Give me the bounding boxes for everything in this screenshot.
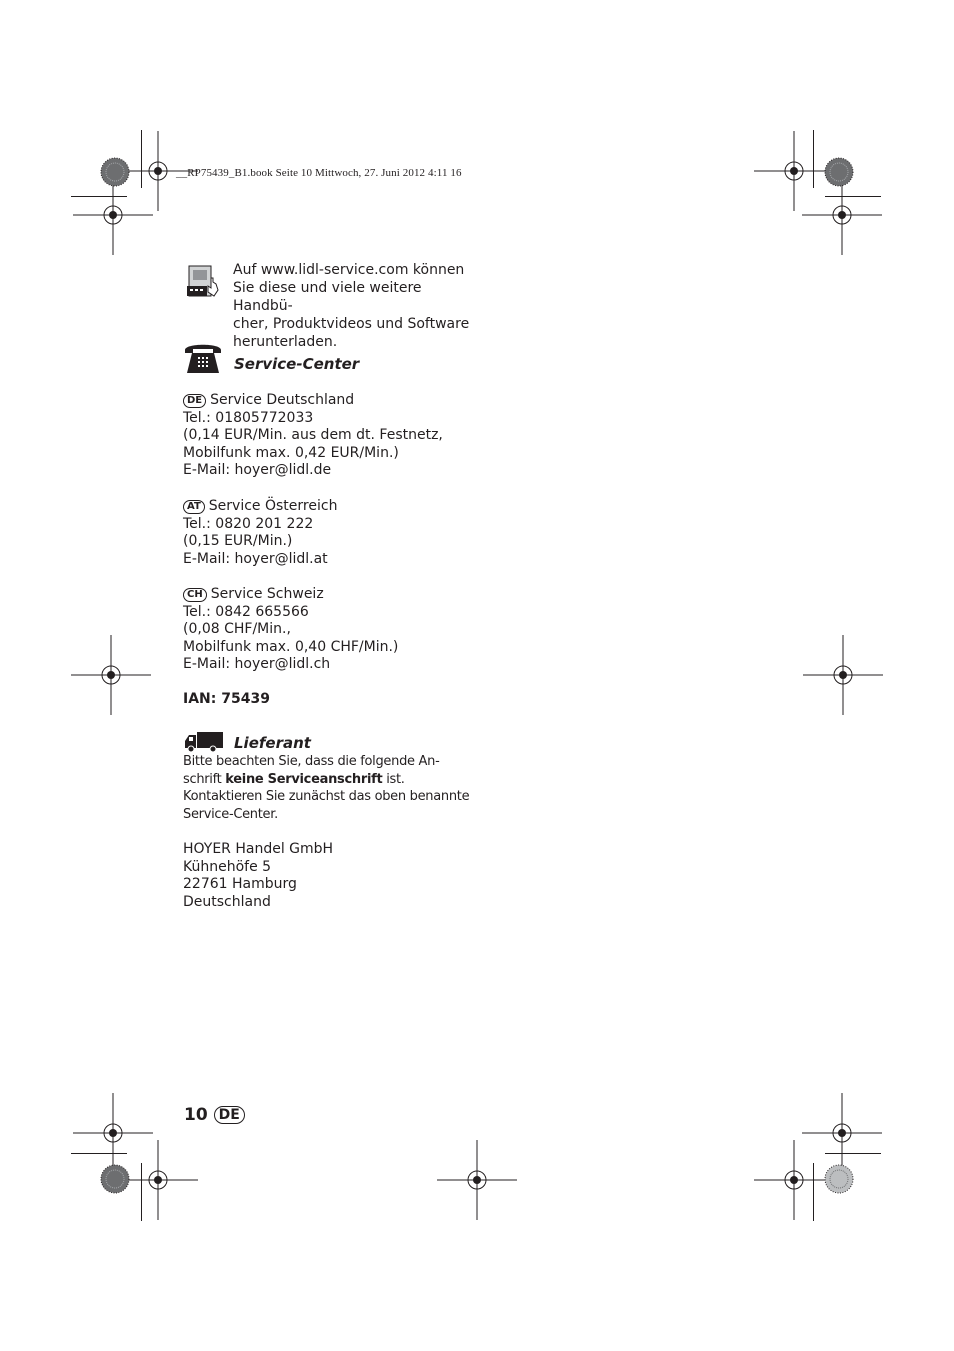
page-footer <box>184 1105 245 1125</box>
supplier-note <box>183 753 473 823</box>
service-line: Mobilfunk max. 0,42 EUR/Min.) <box>183 444 399 461</box>
supplier-heading: Lieferant <box>234 734 311 752</box>
country-badge: DE <box>183 394 206 408</box>
service-line: Tel.: 0820 201 222 <box>183 515 314 532</box>
starburst-mark-icon <box>824 1164 854 1194</box>
service-line: (0,08 CHF/Min., <box>183 621 291 638</box>
registration-mark-icon <box>437 1140 517 1220</box>
service-name: Service Österreich <box>208 498 338 514</box>
service-entry-at <box>183 498 473 568</box>
service-line: Tel.: 01805772033 <box>183 409 314 426</box>
service-line: Tel.: 0842 665566 <box>183 603 309 620</box>
manual-download-icon <box>185 264 221 300</box>
service-email: E-Mail: hoyer@lidl.ch <box>183 656 331 673</box>
starburst-mark-icon <box>100 1164 130 1194</box>
print-header: __RP75439_B1.book Seite 10 Mittwoch, 27. Juni 2012 4:11 16 <box>176 167 462 179</box>
note-line: Bitte beachten Sie, dass die folgende An- <box>183 754 440 769</box>
registration-mark-icon <box>803 635 883 715</box>
service-email: E-Mail: hoyer@lidl.at <box>183 550 328 567</box>
service-line: (0,14 EUR/Min. aus dem dt. Festnetz, <box>183 427 443 444</box>
address-line: 22761 Hamburg <box>183 876 297 893</box>
registration-mark-icon <box>73 175 153 255</box>
starburst-mark-icon <box>824 157 854 187</box>
address-line: Kühnehöfe 5 <box>183 858 272 875</box>
service-line: (0,15 EUR/Min.) <box>183 533 293 550</box>
country-badge: CH <box>183 588 207 602</box>
service-center-heading: Service-Center <box>234 355 360 373</box>
ian-number: IAN: 75439 <box>183 691 270 707</box>
supplier-address <box>183 841 333 911</box>
telephone-icon <box>183 341 223 375</box>
registration-mark-icon <box>71 635 151 715</box>
address-line: HOYER Handel GmbH <box>183 841 334 857</box>
intro-line: Sie diese und viele weitere Handbü- <box>233 280 422 314</box>
page-number: 10 <box>184 1105 208 1125</box>
service-email: E-Mail: hoyer@lidl.de <box>183 462 332 479</box>
language-badge: DE <box>214 1106 245 1124</box>
note-line: Kontaktieren Sie zunächst das oben benannte <box>183 789 470 805</box>
intro-line: Auf www.lidl-service.com können <box>233 262 465 278</box>
service-name: Service Deutschland <box>210 392 355 408</box>
note-text: ist. <box>382 771 405 787</box>
note-emphasis: keine Serviceanschrift <box>225 771 383 787</box>
note-text: schrift <box>183 771 226 787</box>
address-line: Deutschland <box>183 893 271 910</box>
note-line <box>183 771 473 789</box>
registration-mark-icon <box>754 1140 834 1220</box>
service-entry-de <box>183 392 473 480</box>
intro-line: herunterladen. <box>233 334 338 350</box>
intro-line: cher, Produktvideos und Software <box>233 316 470 332</box>
intro-text <box>233 261 473 351</box>
starburst-mark-icon <box>100 157 130 187</box>
country-badge: AT <box>183 500 205 514</box>
truck-icon <box>183 731 224 753</box>
service-line: Mobilfunk max. 0,40 CHF/Min.) <box>183 638 399 655</box>
service-name: Service Schweiz <box>210 586 324 602</box>
registration-mark-icon <box>802 175 882 255</box>
registration-mark-icon <box>118 1140 198 1220</box>
service-entry-ch <box>183 586 473 674</box>
note-line: Service-Center. <box>183 806 278 822</box>
